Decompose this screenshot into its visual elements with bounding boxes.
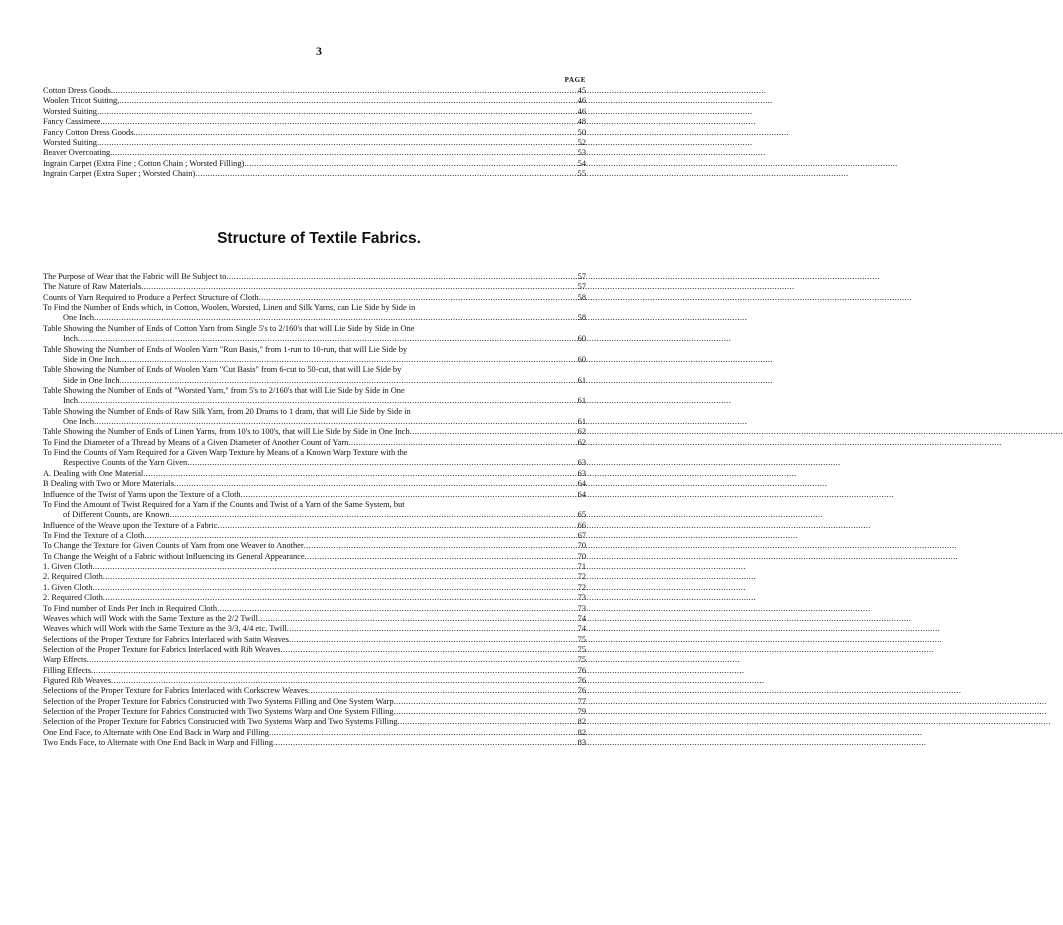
toc-entry-page: 82 bbox=[577, 727, 586, 737]
toc-leader-dots bbox=[78, 334, 566, 344]
toc-entry bbox=[43, 128, 586, 138]
toc-entry-page: 75 bbox=[577, 655, 586, 665]
toc-leader-dots bbox=[241, 490, 566, 500]
toc-entry-page: 75 bbox=[577, 644, 586, 654]
toc-entry bbox=[43, 707, 586, 717]
toc-entry-title: Ingrain Carpet (Extra Fine ; Cotton Chain ; Worsted Filling) bbox=[43, 158, 245, 168]
toc-entry-title: Beaver Overcoating. bbox=[43, 148, 113, 158]
toc-entry-page: 76 bbox=[577, 686, 586, 696]
toc-entry-page: 71 bbox=[577, 562, 586, 572]
toc-leader-dots bbox=[273, 738, 566, 748]
toc-entry-title: Two Ends Face, to Alternate with One End Back in Warp and Filling bbox=[43, 738, 274, 748]
toc-leader-dots bbox=[289, 635, 566, 645]
toc-entry-title: B Dealing with Two or More Materials bbox=[43, 479, 174, 489]
toc-entry-title: Fancy Cassimere. bbox=[43, 117, 103, 127]
page-column-label: PAGE bbox=[564, 76, 586, 84]
page-number: 3 bbox=[316, 44, 322, 58]
toc-leader-dots bbox=[308, 686, 566, 696]
toc-entry-page: 62 bbox=[577, 437, 586, 447]
toc-leader-dots bbox=[99, 138, 566, 148]
toc-leader-dots bbox=[120, 355, 566, 365]
toc-leader-dots bbox=[258, 614, 566, 624]
toc-entry bbox=[43, 717, 586, 727]
toc-entry bbox=[43, 438, 586, 448]
toc-leader-dots bbox=[287, 624, 566, 634]
toc-entry bbox=[43, 635, 586, 645]
toc-entry bbox=[43, 417, 586, 427]
toc-leader-dots bbox=[94, 313, 566, 323]
toc-leader-dots bbox=[304, 541, 566, 551]
toc-entry-page: 57 bbox=[577, 282, 586, 292]
toc-leader-dots bbox=[410, 427, 566, 437]
toc-entry bbox=[43, 117, 586, 127]
toc-entry bbox=[43, 313, 586, 323]
toc-entry-page: 70 bbox=[577, 551, 586, 561]
toc-entry-page: 74 bbox=[577, 613, 586, 623]
toc-entry-title: One End Face, to Alternate with One End Back in Warp and Filling bbox=[43, 727, 269, 737]
toc-entry-title: Selection of the Proper Texture for Fabrics Interlaced with Rib Weaves bbox=[43, 644, 281, 654]
toc-leader-dots bbox=[348, 438, 566, 448]
toc-entry-page: 50 bbox=[577, 127, 586, 137]
toc-entry-title: Ingrain Carpet (Extra Super ; Worsted Chain) bbox=[43, 169, 196, 179]
toc-leader-dots bbox=[141, 282, 566, 292]
toc-entry-title: Table Showing the Number of Ends of Linen Yarns, from 10's to 100's, that will Lie Side by Side in One Inch bbox=[43, 427, 410, 437]
toc-entry bbox=[43, 355, 586, 365]
toc-entry bbox=[43, 572, 586, 582]
toc-entry bbox=[43, 531, 586, 541]
toc-entry-title: To Find the Texture of a Cloth bbox=[43, 530, 145, 540]
toc-leader-dots bbox=[112, 148, 566, 158]
toc-leader-dots bbox=[259, 293, 566, 303]
toc-leader-dots bbox=[119, 96, 566, 106]
toc-entry bbox=[43, 159, 586, 169]
toc-entry-page: 53 bbox=[577, 148, 586, 158]
toc-leader-dots bbox=[244, 159, 566, 169]
toc-entry bbox=[43, 345, 586, 355]
toc-entry-page: 60 bbox=[577, 354, 586, 364]
toc-leader-dots bbox=[93, 562, 566, 572]
toc-entry bbox=[43, 738, 586, 748]
toc-entry bbox=[43, 376, 586, 386]
toc-entry bbox=[43, 324, 586, 334]
toc-entry-page: 45 bbox=[577, 86, 586, 95]
toc-leader-dots bbox=[394, 707, 566, 717]
toc-entry-page: 61 bbox=[577, 417, 586, 427]
toc-list-dress-goods bbox=[43, 86, 586, 180]
toc-entry-title: The Nature of Raw Materials bbox=[43, 282, 142, 292]
toc-entry-title: To Find number of Ends Per Inch in Required Cloth bbox=[43, 603, 218, 613]
toc-leader-dots bbox=[136, 128, 566, 138]
toc-leader-dots bbox=[120, 376, 566, 386]
toc-entry-title: Selection of the Proper Texture for Fabrics Constructed with Two Systems Warp and Two Systems Filling bbox=[43, 717, 398, 727]
toc-entry-title: Side in One Inch bbox=[63, 354, 120, 364]
toc-entry-page: 63 bbox=[577, 458, 586, 468]
toc-entry-title: Weaves which will Work with the Same Texture as the 3/3, 4/4 etc. Twill bbox=[43, 624, 287, 634]
toc-entry-title: To Find the Amount of Twist Required for a Yarn if the Counts and Twist of a Yarn of the Same System, but bbox=[43, 499, 405, 509]
toc-leader-dots bbox=[91, 666, 566, 676]
toc-entry bbox=[43, 396, 586, 406]
toc-entry-page: 72 bbox=[577, 582, 586, 592]
toc-entry-page: 60 bbox=[577, 334, 586, 344]
toc-entry-page: 76 bbox=[577, 665, 586, 675]
toc-entry-title: Worsted Suiting. bbox=[43, 138, 100, 148]
toc-entry-title: Counts of Yarn Required to Produce a Perfect Structure of Cloth bbox=[43, 292, 259, 302]
toc-leader-dots bbox=[94, 417, 566, 427]
toc-entry-page: 55 bbox=[577, 169, 586, 179]
toc-entry-title: Warp Effects bbox=[43, 655, 87, 665]
toc-entry-page: 73 bbox=[577, 603, 586, 613]
toc-entry bbox=[43, 386, 586, 396]
toc-entry-title: 1. Given Cloth bbox=[43, 562, 93, 572]
toc-entry-title: 1. Given Cloth bbox=[43, 582, 93, 592]
toc-entry bbox=[43, 666, 586, 676]
toc-entry-title: 2. Required Cloth bbox=[43, 593, 103, 603]
toc-entry-title: Inch bbox=[63, 396, 78, 406]
toc-entry bbox=[43, 583, 586, 593]
toc-entry-title: To Change the Texture for Given Counts of Yarn from one Weaver to Another bbox=[43, 541, 304, 551]
toc-leader-dots bbox=[144, 531, 566, 541]
toc-leader-dots bbox=[103, 593, 566, 603]
toc-entry bbox=[43, 272, 586, 282]
toc-entry bbox=[43, 365, 586, 375]
toc-entry bbox=[43, 521, 586, 531]
toc-entry-title: Table Showing the Number of Ends of Woolen Yarn "Cut Basis" from 6-cut to 50-cut, that will Lie Side by bbox=[43, 365, 402, 375]
toc-entry bbox=[43, 645, 586, 655]
toc-entry bbox=[43, 604, 586, 614]
toc-list-structure bbox=[43, 272, 586, 749]
toc-entry-page: 57 bbox=[577, 272, 586, 281]
toc-entry-page: 64 bbox=[577, 489, 586, 499]
toc-entry-page: 58 bbox=[577, 313, 586, 323]
toc-entry-title: One Inch bbox=[63, 417, 94, 427]
toc-entry-title: Filling Effects bbox=[43, 665, 91, 675]
toc-entry-page: 66 bbox=[577, 520, 586, 530]
toc-entry-page: 65 bbox=[577, 510, 586, 520]
toc-leader-dots bbox=[93, 583, 566, 593]
toc-entry bbox=[43, 655, 586, 665]
toc-entry-title: Fancy Cotton Dress Goods. bbox=[43, 127, 136, 137]
toc-entry bbox=[43, 469, 586, 479]
toc-entry bbox=[43, 448, 586, 458]
toc-entry-page: 52 bbox=[577, 138, 586, 148]
toc-leader-dots bbox=[394, 697, 566, 707]
toc-entry-page: 73 bbox=[577, 593, 586, 603]
toc-leader-dots bbox=[217, 604, 566, 614]
toc-entry-page: 61 bbox=[577, 396, 586, 406]
toc-entry-title: 2. Required Cloth bbox=[43, 572, 103, 582]
toc-leader-dots bbox=[111, 676, 566, 686]
toc-entry bbox=[43, 676, 586, 686]
toc-entry-page: 70 bbox=[577, 541, 586, 551]
toc-entry bbox=[43, 510, 586, 520]
toc-entry bbox=[43, 107, 586, 117]
toc-entry-title: Selections of the Proper Texture for Fabrics Interlaced with Satin Weaves bbox=[43, 634, 289, 644]
toc-leader-dots bbox=[113, 86, 566, 96]
toc-entry-page: 54 bbox=[577, 158, 586, 168]
toc-entry-title: Table Showing the Number of Ends of Raw Silk Yarn, from 20 Drams to 1 dram, that will Lie Side by Side in bbox=[43, 406, 411, 416]
toc-entry bbox=[43, 541, 586, 551]
toc-entry-title: To Find the Diameter of a Thread by Means of a Given Diameter of Another Count of Yarn bbox=[43, 437, 349, 447]
section-title: Structure of Textile Fabrics. bbox=[217, 230, 421, 247]
toc-leader-dots bbox=[187, 458, 566, 468]
toc-entry-title: The Purpose of Wear that the Fabric will Be Subject to bbox=[43, 272, 227, 281]
toc-entry-page: 72 bbox=[577, 572, 586, 582]
toc-entry bbox=[43, 148, 586, 158]
toc-entry-title: Selection of the Proper Texture for Fabrics Constructed with Two Systems Filling and One System Warp bbox=[43, 696, 394, 706]
toc-entry-title: Table Showing the Number of Ends of "Worsted Yarn," from 5's to 2/160's that will Lie Side by Side in One bbox=[43, 385, 405, 395]
toc-entry-title: Table Showing the Number of Ends of Woolen Yarn "Run Basis," from 1-run to 10-run, that will Lie Side by bbox=[43, 344, 408, 354]
toc-entry-page: 82 bbox=[577, 717, 586, 727]
toc-entry bbox=[43, 490, 586, 500]
toc-entry-title: To Find the Counts of Yarn Required for a Given Warp Texture by Means of a Known Warp Texture with the bbox=[43, 448, 408, 458]
toc-entry-page: 83 bbox=[577, 738, 586, 748]
toc-entry bbox=[43, 686, 586, 696]
toc-leader-dots bbox=[397, 717, 566, 727]
toc-entry-title: Cotton Dress Goods. bbox=[43, 86, 114, 95]
toc-leader-dots bbox=[103, 117, 566, 127]
toc-entry-title: A. Dealing with One Material bbox=[43, 468, 144, 478]
toc-leader-dots bbox=[269, 728, 566, 738]
toc-entry bbox=[43, 293, 586, 303]
toc-entry-title: of Different Counts, are Known bbox=[63, 510, 170, 520]
toc-entry-page: 62 bbox=[577, 427, 586, 437]
toc-entry bbox=[43, 562, 586, 572]
toc-entry-title: Woolen Tricot Suiting, bbox=[43, 96, 120, 106]
toc-entry-page: 48 bbox=[577, 117, 586, 127]
toc-entry bbox=[43, 458, 586, 468]
toc-entry bbox=[43, 593, 586, 603]
toc-entry bbox=[43, 479, 586, 489]
toc-leader-dots bbox=[143, 469, 566, 479]
toc-leader-dots bbox=[174, 479, 566, 489]
toc-entry-title: Table Showing the Number of Ends of Cotton Yarn from Single 5's to 2/160's that will Lie Side by Side in One bbox=[43, 323, 415, 333]
toc-entry-title: Influence of the Twist of Yarns upon the Texture of a Cloth bbox=[43, 489, 241, 499]
toc-leader-dots bbox=[78, 396, 566, 406]
toc-entry bbox=[43, 427, 586, 437]
toc-entry-page: 58 bbox=[577, 292, 586, 302]
toc-entry bbox=[43, 86, 586, 96]
toc-entry bbox=[43, 407, 586, 417]
toc-entry-page: 79 bbox=[577, 707, 586, 717]
toc-leader-dots bbox=[87, 655, 566, 665]
toc-entry-page: 67 bbox=[577, 530, 586, 540]
toc-entry-page: 61 bbox=[577, 375, 586, 385]
toc-entry-title: Selections of the Proper Texture for Fabrics Interlaced with Corkscrew Weaves bbox=[43, 686, 308, 696]
toc-leader-dots bbox=[305, 552, 566, 562]
toc-entry bbox=[43, 697, 586, 707]
toc-entry-title: Selection of the Proper Texture for Fabrics Constructed with Two Systems Warp and One System Filling bbox=[43, 707, 394, 717]
toc-leader-dots bbox=[195, 169, 566, 179]
toc-leader-dots bbox=[217, 521, 566, 531]
toc-entry-page: 74 bbox=[577, 624, 586, 634]
toc-entry bbox=[43, 282, 586, 292]
toc-entry-page: 64 bbox=[577, 479, 586, 489]
toc-entry bbox=[43, 614, 586, 624]
toc-leader-dots bbox=[281, 645, 566, 655]
toc-entry bbox=[43, 303, 586, 313]
toc-entry-title: Respective Counts of the Yarn Given bbox=[63, 458, 188, 468]
toc-entry bbox=[43, 624, 586, 634]
toc-leader-dots bbox=[226, 272, 566, 282]
toc-entry-title: Influence of the Weave upon the Texture of a Fabric bbox=[43, 520, 218, 530]
toc-entry-page: 46 bbox=[577, 96, 586, 106]
toc-entry bbox=[43, 552, 586, 562]
toc-entry-title: Worsted Suiting. bbox=[43, 106, 100, 116]
toc-entry-title: To Change the Weight of a Fabric without Influencing its General Appearance bbox=[43, 551, 305, 561]
toc-entry-title: Figured Rib Weaves bbox=[43, 676, 112, 686]
toc-entry bbox=[43, 138, 586, 148]
toc-entry-page: 63 bbox=[577, 468, 586, 478]
toc-entry bbox=[43, 500, 586, 510]
toc-entry-title: To Find the Number of Ends which, in Cotton, Woolen, Worsted, Linen and Silk Yarns, can Lie Side by Side in bbox=[43, 303, 416, 313]
toc-entry bbox=[43, 96, 586, 106]
toc-leader-dots bbox=[103, 572, 566, 582]
toc-entry-title: Side in One Inch bbox=[63, 375, 120, 385]
toc-entry-page: 46 bbox=[577, 106, 586, 116]
toc-entry bbox=[43, 334, 586, 344]
toc-leader-dots bbox=[170, 510, 566, 520]
toc-entry-page: 75 bbox=[577, 634, 586, 644]
toc-entry-title: Weaves which will Work with the Same Texture as the 2/2 Twill bbox=[43, 613, 258, 623]
toc-entry-title: Inch bbox=[63, 334, 78, 344]
toc-entry-title: One Inch bbox=[63, 313, 94, 323]
toc-entry bbox=[43, 169, 586, 179]
toc-entry bbox=[43, 728, 586, 738]
toc-entry-page: 76 bbox=[577, 676, 586, 686]
toc-leader-dots bbox=[99, 107, 566, 117]
toc-entry-page: 77 bbox=[577, 696, 586, 706]
